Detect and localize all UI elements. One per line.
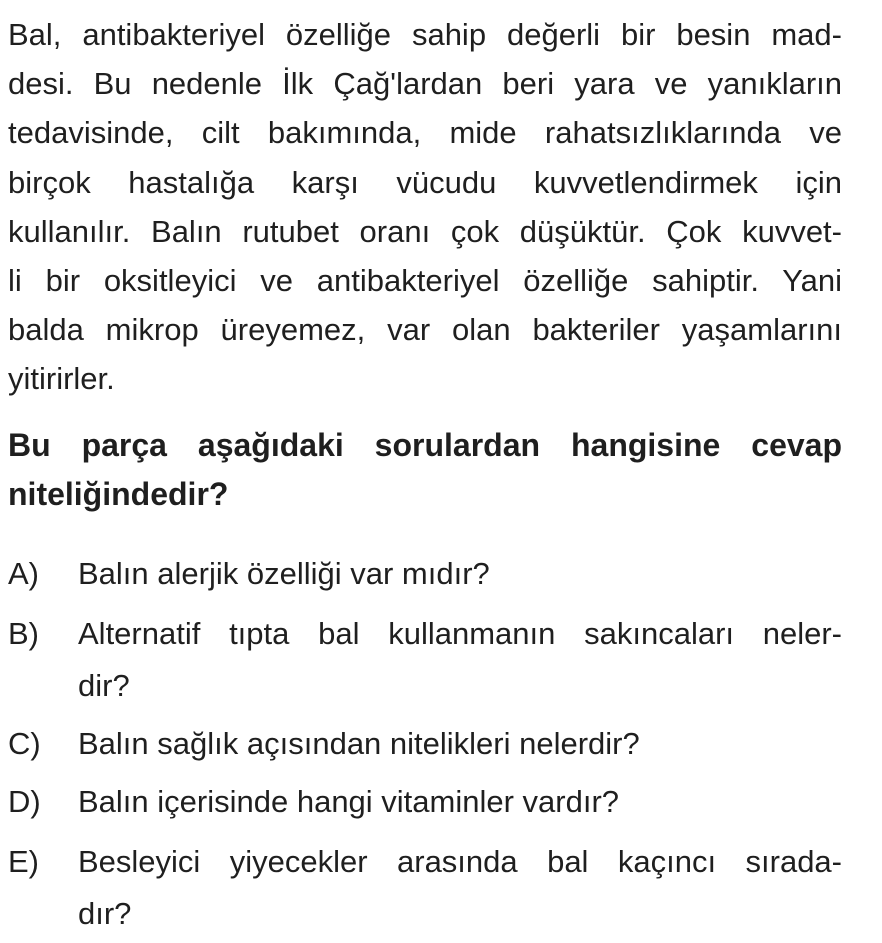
passage-line: tedavisinde, cilt bakımında, mide rahatsızlıklarında ve	[8, 115, 842, 151]
option-letter: E)	[8, 844, 39, 879]
passage-line: yitirirler.	[8, 361, 115, 397]
option-text	[78, 548, 842, 600]
reading-passage	[8, 10, 842, 404]
option-text	[78, 836, 842, 940]
option-letter: C)	[8, 726, 41, 761]
question-line: niteliğindedir?	[8, 476, 229, 512]
option-text	[78, 776, 842, 828]
option-line: Alternatif tıpta bal kullanmanın sakıncaları neler-	[78, 616, 842, 651]
passage-line: li bir oksitleyici ve antibakteriyel özelliğe sahiptir. Yani	[8, 262, 842, 298]
passage-line: balda mikrop üreyemez, var olan bakteriler yaşamlarını	[8, 312, 842, 348]
option-text	[78, 608, 842, 712]
passage-line: Bal, antibakteriyel özelliğe sahip değerli bir besin mad-	[8, 17, 842, 52]
option-line: dir?	[78, 668, 130, 703]
passage-line: birçok hastalığa karşı vücudu kuvvetlendirmek için	[8, 164, 842, 200]
option-text	[78, 718, 842, 770]
passage-line: desi. Bu nedenle İlk Çağ'lardan beri yara ve yanıkların	[8, 66, 842, 102]
option-line: dır?	[78, 896, 132, 931]
option-letter: B)	[8, 616, 39, 651]
option-letter: A)	[8, 556, 39, 591]
option-letter: D)	[8, 784, 41, 819]
option-line: Balın sağlık açısından nitelikleri nelerdir?	[78, 726, 640, 761]
option-line: Balın alerjik özelliği var mıdır?	[78, 556, 490, 591]
question-line: Bu parça aşağıdaki sorulardan hangisine cevap	[8, 427, 842, 463]
question-stem	[8, 421, 842, 519]
option-line: Balın içerisinde hangi vitaminler vardır?	[78, 784, 620, 819]
passage-line: kullanılır. Balın rutubet oranı çok düşüktür. Çok kuvvet-	[8, 213, 842, 249]
option-line: Besleyici yiyecekler arasında bal kaçıncı sırada-	[78, 844, 842, 879]
